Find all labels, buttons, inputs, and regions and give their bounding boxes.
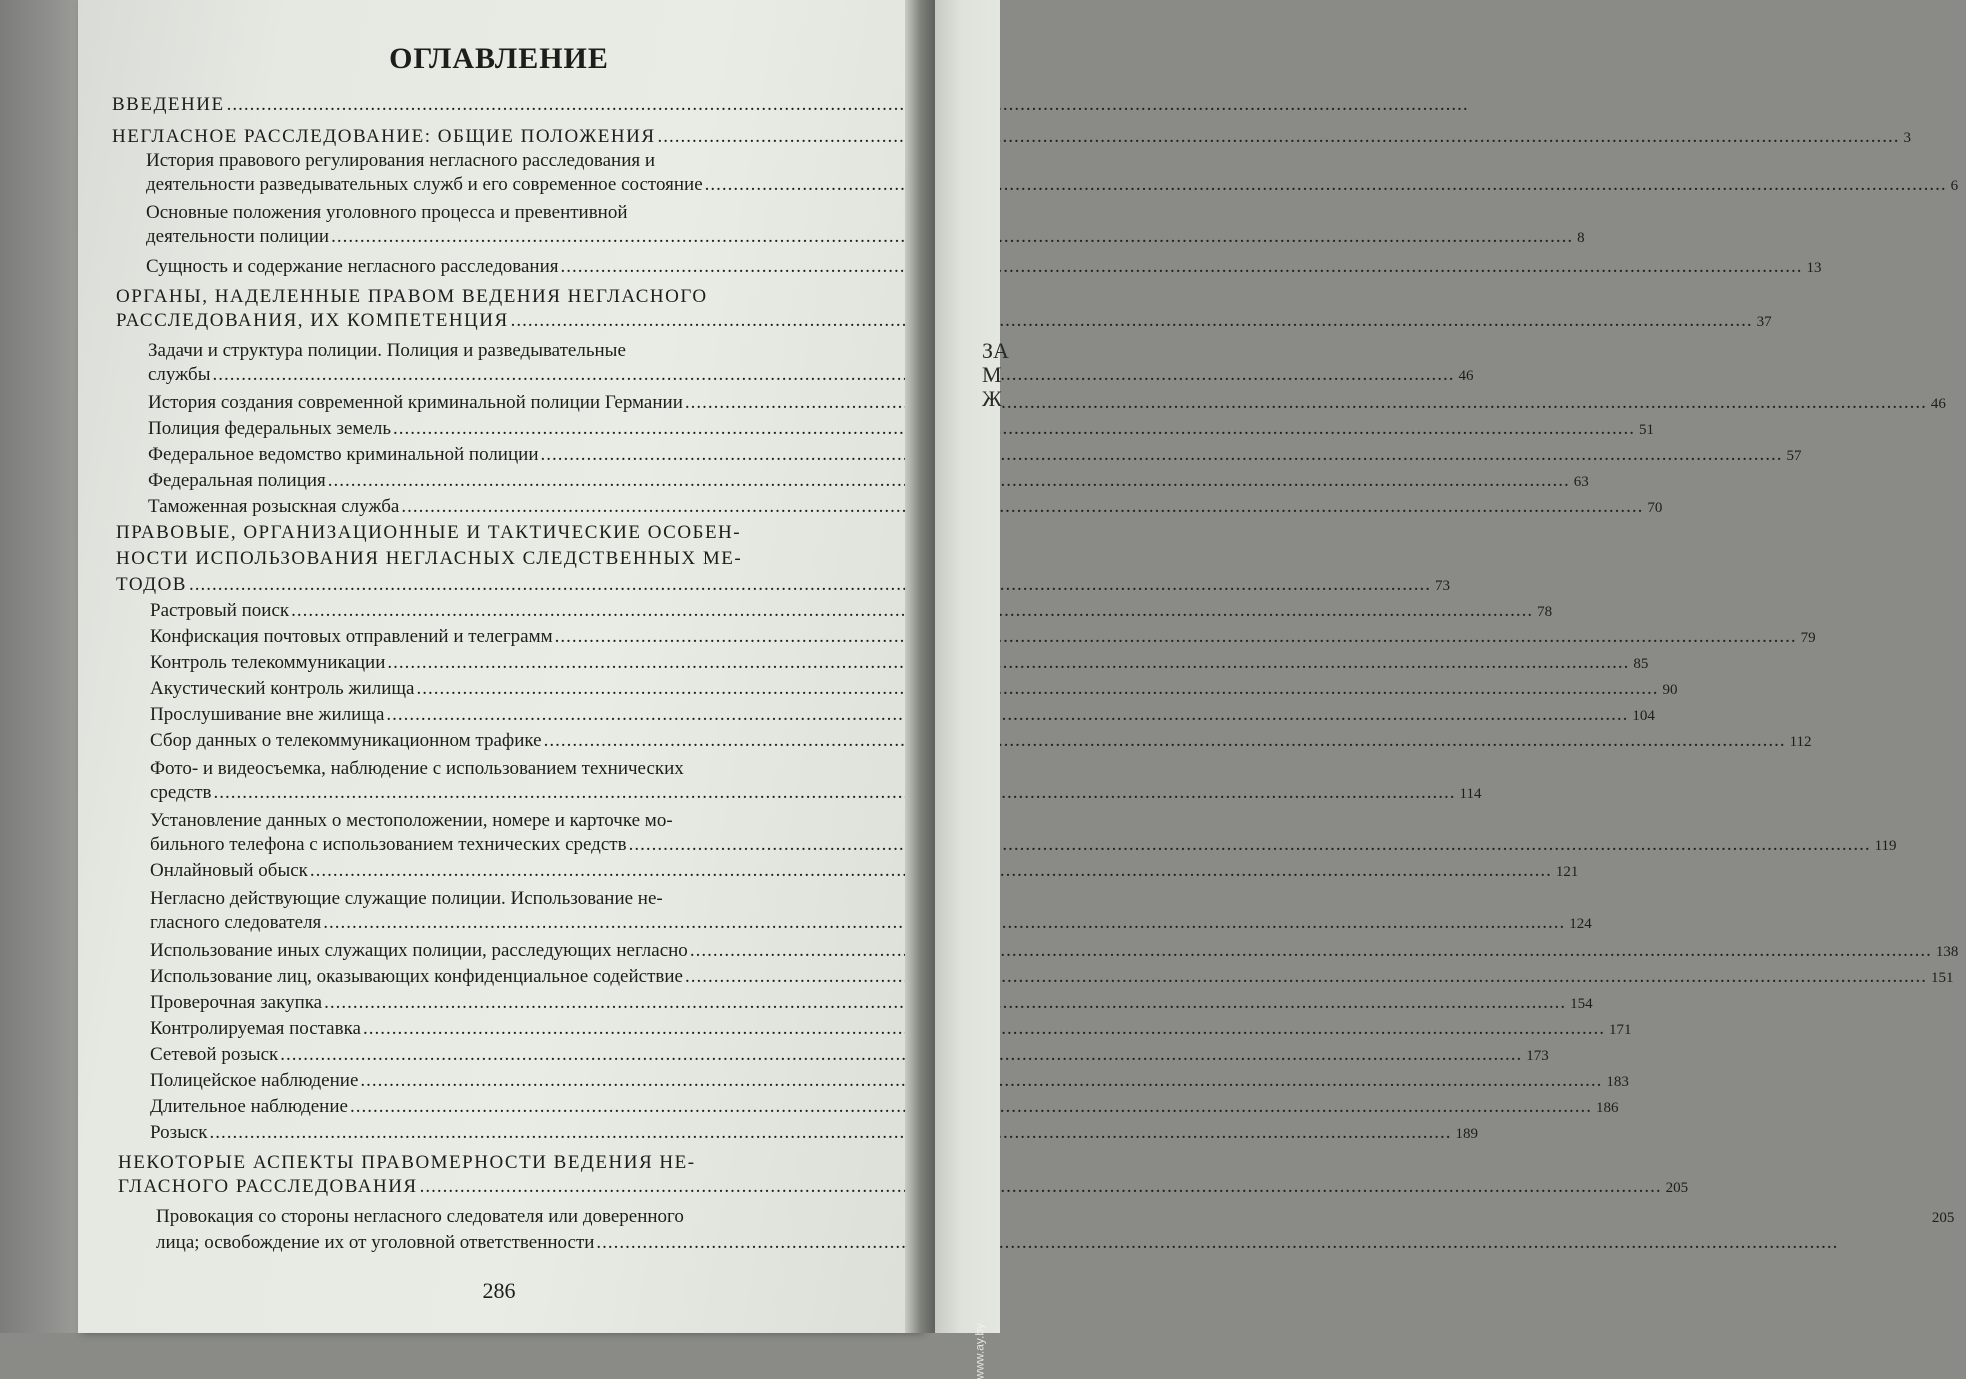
leader-dots	[393, 418, 1635, 440]
leader-dots	[540, 444, 1782, 466]
toc-entry-text: Контролируемая поставка	[150, 1018, 361, 1039]
leader-dots	[705, 174, 1947, 196]
toc-entry	[150, 626, 1816, 649]
toc-entry-text: Контроль телекоммуникации	[150, 652, 386, 673]
toc-entry-text: Конфискация почтовых отправлений и телеграмм	[150, 626, 553, 647]
toc-entry-text: Акустический контроль жилища	[150, 678, 415, 699]
leader-dots	[189, 574, 1431, 596]
leader-dots	[555, 626, 1797, 648]
facing-page-text: Ж	[982, 386, 1002, 411]
toc-entry-text: История создания современной криминальной полиции Германии	[148, 392, 683, 413]
page-title: ОГЛАВЛЕНИЕ	[389, 42, 609, 75]
toc-entry-text: НЕГЛАСНОЕ РАССЛЕДОВАНИЕ: ОБЩИЕ ПОЛОЖЕНИЯ	[112, 126, 656, 147]
toc-entry-text: Негласно действующие служащие полиции. Использование не-	[150, 888, 663, 909]
toc-entry-section	[116, 310, 1772, 333]
toc-page-number: 3	[1903, 130, 1911, 146]
toc-page-number: 119	[1874, 838, 1897, 854]
toc-entry-text: Фото- и видеосъемка, наблюдение с использованием технических	[150, 758, 684, 779]
toc-entry	[156, 1206, 1955, 1229]
toc-page-number: 85	[1633, 656, 1649, 672]
toc-section-text: ПРАВОВЫЕ, ОРГАНИЗАЦИОННЫЕ И ТАКТИЧЕСКИЕ ОСОБЕН-	[116, 522, 742, 543]
toc-entry-text: деятельности полиции	[146, 226, 330, 247]
toc-entry-text: гласного следователя	[150, 912, 322, 933]
toc-entry-text: Полицейское наблюдение	[150, 1070, 359, 1091]
toc-entry	[150, 1070, 1629, 1093]
toc-page-number: 112	[1789, 734, 1812, 750]
toc-page-number: 151	[1930, 970, 1954, 986]
toc-page-number: 124	[1569, 916, 1592, 932]
toc-entry-text: Федеральное ведомство криминальной полиции	[148, 444, 539, 465]
toc-entry-text: Сущность и содержание негласного расследования	[146, 256, 559, 277]
toc-entry	[148, 444, 1802, 467]
toc-entry	[150, 912, 1592, 935]
leader-dots	[227, 94, 1469, 116]
facing-page-text: М	[982, 362, 1002, 387]
toc-entry-text: Сетевой розыск	[150, 1044, 279, 1065]
toc-page-number: 173	[1526, 1048, 1549, 1064]
toc-page-number: 70	[1647, 500, 1663, 516]
book-page	[78, 0, 1959, 1333]
toc-entry	[150, 1018, 1632, 1041]
leader-dots	[420, 1176, 1662, 1198]
toc-entry	[150, 652, 1649, 675]
leader-dots	[560, 256, 1802, 278]
toc-entry-text: Основные положения уголовного процесса и превентивной	[146, 202, 628, 223]
leader-dots	[210, 1122, 1452, 1144]
toc-page-number: 183	[1606, 1074, 1629, 1090]
toc-entry	[148, 392, 1946, 415]
toc-entry-text: Федеральная полиция	[148, 470, 326, 491]
toc-section-text: ОРГАНЫ, НАДЕЛЕННЫЕ ПРАВОМ ВЕДЕНИЯ НЕГЛАСНОГО	[116, 286, 708, 307]
toc-page-number: 138	[1935, 944, 1959, 960]
toc-page-number: 90	[1662, 682, 1678, 698]
toc-entry-text: ГЛАСНОГО РАССЛЕДОВАНИЯ	[118, 1176, 418, 1197]
toc-entry	[150, 992, 1593, 1015]
leader-dots	[280, 1044, 1522, 1066]
toc-entry-text: Установление данных о местоположении, номере и карточке мо-	[150, 810, 673, 831]
toc-entry-text: деятельности разведывательных служб и его современное состояние	[146, 174, 703, 195]
leader-dots	[658, 126, 1900, 148]
toc-page-number: 186	[1595, 1100, 1619, 1116]
leader-dots	[416, 678, 1658, 700]
toc-entry-text: Растровый поиск	[150, 600, 290, 621]
toc-entry	[156, 1232, 736, 1254]
toc-entry-text: ВВЕДЕНИЕ	[112, 94, 225, 115]
toc-page-number: 171	[1608, 1022, 1632, 1038]
toc-entry-text: Провокация со стороны негласного следователя или доверенного	[156, 1206, 684, 1227]
toc-page-number: 63	[1573, 474, 1589, 490]
watermark-text: www.ay.by	[972, 1323, 986, 1379]
toc-entry-text: Длительное наблюдение	[150, 1096, 348, 1117]
toc-entry-text: Сбор данных о телекоммуникационном трафике	[150, 730, 542, 751]
toc-entry	[150, 860, 1579, 883]
leader-dots	[401, 496, 1643, 518]
toc-page-number: 154	[1570, 996, 1593, 1012]
toc-entry	[150, 1096, 1619, 1119]
toc-page-number: 205	[1931, 1210, 1955, 1226]
toc-entry-text: средств	[150, 782, 212, 803]
toc-entry	[150, 730, 1812, 753]
toc-entry	[150, 600, 1553, 623]
toc-page-number: 73	[1435, 578, 1450, 594]
toc-entry	[148, 470, 1589, 493]
toc-entry-intro	[112, 94, 814, 116]
toc-page-number: 189	[1455, 1126, 1479, 1142]
toc-entry-text: Прослушивание вне жилища	[150, 704, 385, 725]
toc-page-number: 46	[1930, 396, 1946, 412]
toc-page-number: 121	[1555, 864, 1579, 880]
toc-page-number: 8	[1577, 230, 1585, 246]
toc-entry	[150, 782, 1482, 805]
leader-dots	[544, 730, 1786, 752]
toc-entry	[150, 834, 1897, 857]
toc-page-number: 114	[1459, 786, 1482, 802]
toc-page-number: 6	[1950, 178, 1959, 194]
toc-page-number: 79	[1800, 630, 1816, 646]
leader-dots	[214, 782, 1456, 804]
leader-dots	[387, 652, 1629, 674]
leader-dots	[685, 966, 1927, 988]
toc-entry	[148, 418, 1655, 441]
toc-entry-section	[112, 126, 1911, 149]
toc-entry	[150, 704, 1655, 727]
toc-page-number: 13	[1806, 260, 1822, 276]
toc-section-text: НОСТИ ИСПОЛЬЗОВАНИЯ НЕГЛАСНЫХ СЛЕДСТВЕННЫХ МЕ-	[116, 548, 743, 569]
toc-entry-text: лица; освобождение их от уголовной ответственности	[156, 1232, 595, 1253]
toc-entry	[150, 966, 1954, 989]
toc-entry	[148, 364, 1474, 387]
toc-entry	[146, 226, 1585, 249]
toc-entry-text: История правового регулирования негласного расследования и	[146, 150, 656, 171]
leader-dots	[511, 310, 1753, 332]
facing-page-edge	[935, 0, 1009, 1333]
toc-page-number: 46	[1458, 368, 1474, 384]
toc-entry-text: Использование иных служащих полиции, расследующих негласно	[150, 940, 688, 961]
toc-entry-text: Онлайновый обыск	[150, 860, 308, 881]
toc-entry	[146, 174, 1959, 197]
toc-entry-section	[118, 1176, 1689, 1199]
toc-entry	[150, 940, 1959, 963]
toc-entry-text: Задачи и структура полиции. Полиция и разведывательные	[148, 340, 626, 361]
toc-entry	[146, 256, 1822, 279]
toc-entry-text: Проверочная закупка	[150, 992, 323, 1013]
toc-entry-text: Таможенная розыскная служба	[148, 496, 400, 517]
table-of-contents	[78, 0, 1959, 1333]
toc-entry-section	[116, 574, 1450, 597]
toc-entry-text: ТОДОВ	[116, 574, 187, 595]
leader-dots	[690, 940, 1932, 962]
toc-page-number: 205	[1665, 1180, 1689, 1196]
toc-entry	[148, 496, 1663, 519]
leader-dots	[685, 392, 1927, 414]
toc-entry-text: Использование лиц, оказывающих конфиденциальное содействие	[150, 966, 683, 987]
toc-entry-section	[118, 1152, 870, 1175]
toc-entry-text: Розыск	[150, 1122, 208, 1143]
toc-page-number: 51	[1639, 422, 1655, 438]
page-number: 286	[482, 1278, 516, 1303]
toc-entry-text: РАССЛЕДОВАНИЯ, ИХ КОМПЕТЕНЦИЯ	[116, 310, 509, 331]
leader-dots	[629, 834, 1871, 856]
toc-page-number: 57	[1786, 448, 1802, 464]
toc-entry	[150, 1044, 1549, 1067]
toc-page-number: 104	[1632, 708, 1655, 724]
toc-entry-text: Полиция федеральных земель	[148, 418, 392, 439]
toc-entry	[150, 1122, 1479, 1145]
leader-dots	[386, 704, 1628, 726]
toc-entry	[150, 678, 1678, 701]
toc-entry-text: бильного телефона с использованием технических средств	[150, 834, 627, 855]
toc-entry-text: НЕКОТОРЫЕ АСПЕКТЫ ПРАВОМЕРНОСТИ ВЕДЕНИЯ НЕ-	[118, 1152, 696, 1173]
leader-dots	[212, 364, 1454, 386]
facing-page-text: ЗА	[982, 338, 1009, 363]
toc-page-number: 78	[1537, 604, 1553, 620]
toc-entry-text: службы	[148, 364, 211, 385]
toc-page-number: 37	[1756, 314, 1772, 330]
leader-dots	[596, 1232, 1838, 1254]
